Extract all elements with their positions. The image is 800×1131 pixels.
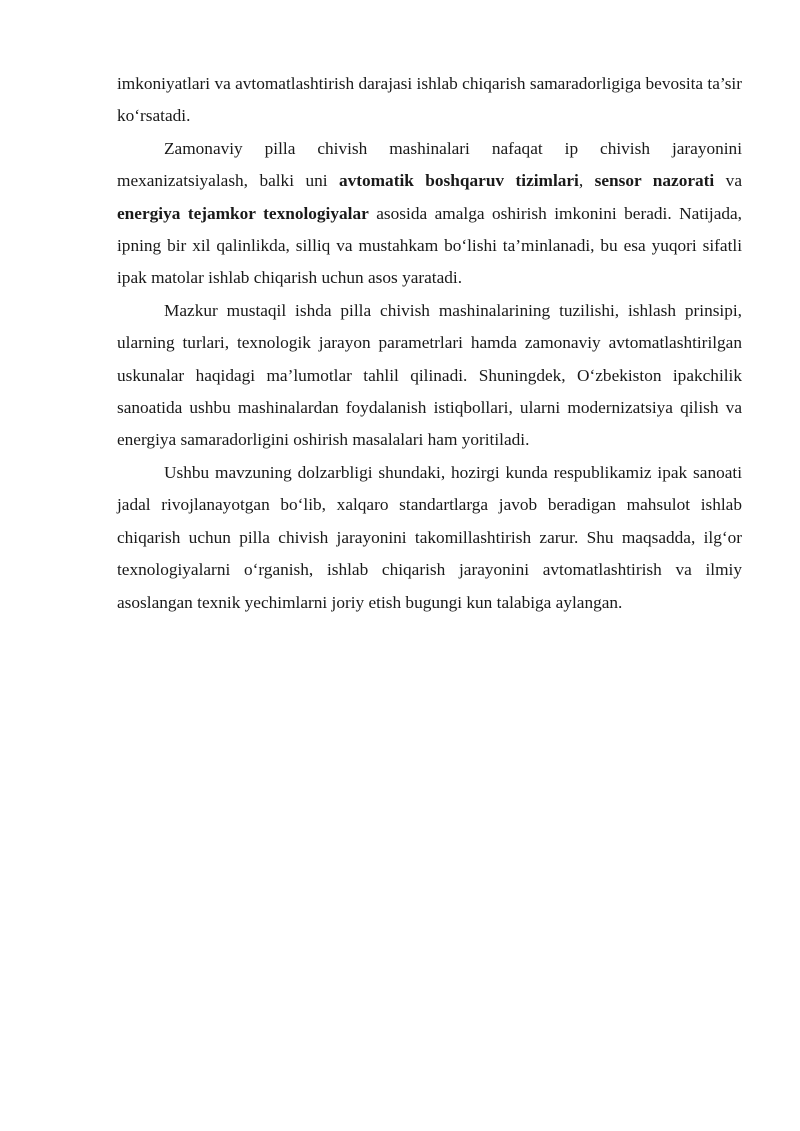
paragraph-4: [117, 457, 742, 619]
paragraph-text: Mazkur mustaqil ishda pilla chivish mashinalarining tuzilishi, ishlash prinsipi, ularning turlari, texnologik jarayon parametrlari hamda zamonaviy avtomatlashtirilgan uskunalar haqidagi ma’lumotlar tahlil qilinadi. Shuningdek, O‘zbekiston ipakchilik sanoatida ushbu mashinalardan foydalanish istiqbollari, ularni modernizatsiya qilish va energiya samaradorligini oshirish masalalari ham yoritiladi.: [117, 300, 742, 450]
paragraph-text: imkoniyatlari va avtomatlashtirish darajasi ishlab chiqarish samaradorligiga bevosita ta’sir ko‘rsatadi.: [117, 74, 742, 126]
paragraph-text: va: [714, 171, 742, 191]
paragraph-text: asosida amalga oshirish imkonini beradi. Natijada, ipning bir xil qalinlikda, silliq va mustahkam bo‘lishi ta’minlanadi, bu esa yuqori sifatli ipak matolar ishlab chiqarish uchun asos yaratadi.: [117, 203, 743, 288]
paragraph-text: ,: [578, 171, 595, 191]
bold-term-energy-saving: energiya tejamkor texnologiyalar: [117, 203, 369, 223]
paragraph-3: [117, 295, 742, 457]
paragraph-text: Zamonaviy pilla chivish mashinalari nafaqat ip chivish jarayonini mexanizatsiyalash, balki uni: [117, 138, 742, 191]
paragraph-2: [117, 133, 742, 295]
bold-term-automatic-control: avtomatik boshqaruv tizimlari: [338, 171, 579, 191]
paragraph-1: [117, 68, 742, 133]
document-body: [117, 68, 742, 619]
paragraph-text: Ushbu mavzuning dolzarbligi shundaki, hozirgi kunda respublikamiz ipak sanoati jadal rivojlanayotgan bo‘lib, xalqaro standartlarga javob beradigan mahsulot ishlab chiqarish uchun pilla chivish jarayonini takomillashtirish zarur. Shu maqsadda, ilg‘or texnologiyalarni o‘rganish, ishlab chiqarish jarayonini avtomatlashtirish va ilmiy asoslangan texnik yechimlarni joriy etish bugungi kun talabiga aylangan.: [117, 462, 742, 612]
bold-term-sensor-control: sensor nazorati: [594, 171, 715, 191]
